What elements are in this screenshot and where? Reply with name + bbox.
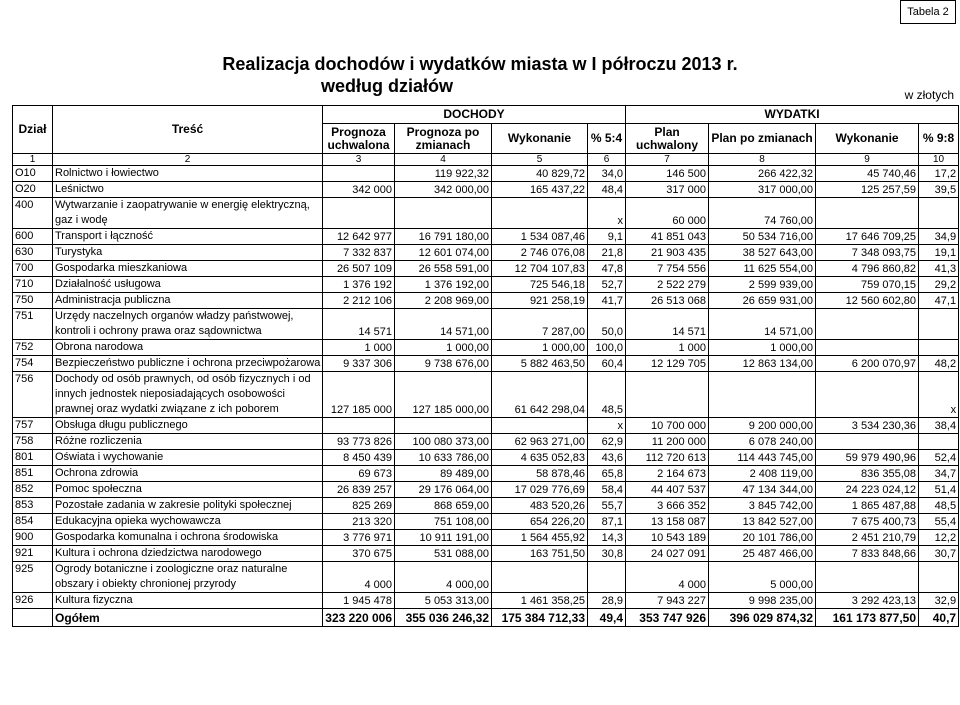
header-pct-dochody: % 5:4 [588,124,626,154]
value-cell: 342 000 [323,182,395,198]
value-cell: 89 489,00 [395,466,492,482]
value-cell: 59 979 490,96 [816,450,919,466]
total-cell: 40,7 [919,609,959,627]
dzial-cell: O10 [13,166,53,182]
tresc-cell: Kultura i ochrona dziedzictwa narodowego [53,546,323,562]
header-wykonanie-wydatki: Wykonanie [816,124,919,154]
total-cell: 353 747 926 [626,609,709,627]
value-cell: 28,9 [588,593,626,609]
value-cell: 7 943 227 [626,593,709,609]
dzial-cell: 851 [13,466,53,482]
page-subtitle: według działów [320,76,453,96]
table-row [13,166,959,182]
value-cell: 13 842 527,00 [709,514,816,530]
tresc-cell: Różne rozliczenia [53,434,323,450]
value-cell [492,418,588,434]
value-cell: 4 000 [626,562,709,593]
value-cell: 47,8 [588,261,626,277]
value-cell: 1 461 358,25 [492,593,588,609]
value-cell: 44 407 537 [626,482,709,498]
dzial-cell: 854 [13,514,53,530]
tresc-cell: Gospodarka komunalna i ochrona środowiska [53,530,323,546]
value-cell: 370 675 [323,546,395,562]
dzial-cell: 700 [13,261,53,277]
table-row [13,498,959,514]
dzial-cell: 600 [13,229,53,245]
tresc-cell: Urzędy naczelnych organów władzy państwowej, kontroli i ochrony prawa oraz sądownictwa [53,309,323,340]
value-cell: 55,7 [588,498,626,514]
table-row [13,546,959,562]
table-number-label: Tabela 2 [900,0,956,24]
col-number: 10 [919,154,959,166]
value-cell: 12 129 705 [626,356,709,372]
tresc-cell: Oświata i wychowanie [53,450,323,466]
value-cell: 213 320 [323,514,395,530]
value-cell: 12,2 [919,530,959,546]
value-cell: 60,4 [588,356,626,372]
header-pct-wydatki: % 9:8 [919,124,959,154]
value-cell: 20 101 786,00 [709,530,816,546]
table-row [13,309,959,340]
table-row [13,482,959,498]
value-cell: 10 911 191,00 [395,530,492,546]
value-cell: 825 269 [323,498,395,514]
table-row [13,450,959,466]
value-cell [588,562,626,593]
dzial-cell: 852 [13,482,53,498]
value-cell: 3 666 352 [626,498,709,514]
value-cell: 868 659,00 [395,498,492,514]
value-cell: 58,4 [588,482,626,498]
value-cell: 65,8 [588,466,626,482]
tresc-cell: Ogrody botaniczne i zoologiczne oraz naturalne obszary i obiekty chronionej przyrody [53,562,323,593]
value-cell: 26 839 257 [323,482,395,498]
col-number: 8 [709,154,816,166]
tresc-cell: Turystyka [53,245,323,261]
value-cell: 7 348 093,75 [816,245,919,261]
value-cell [816,372,919,418]
value-cell: 114 443 745,00 [709,450,816,466]
dzial-cell: 710 [13,277,53,293]
table-row [13,530,959,546]
value-cell: 3 292 423,13 [816,593,919,609]
value-cell: 266 422,32 [709,166,816,182]
total-cell: 161 173 877,50 [816,609,919,627]
table-row [13,229,959,245]
tresc-cell: Administracja publiczna [53,293,323,309]
value-cell: 14 571,00 [395,309,492,340]
value-cell: 8 450 439 [323,450,395,466]
tresc-cell: Obrona narodowa [53,340,323,356]
value-cell: 1 945 478 [323,593,395,609]
table-row [13,340,959,356]
value-cell: 48,2 [919,356,959,372]
total-row [13,609,959,627]
value-cell: 12 863 134,00 [709,356,816,372]
total-cell: 355 036 246,32 [395,609,492,627]
table-row [13,261,959,277]
header-wydatki: WYDATKI [626,106,959,124]
header-prognoza-po-zmianach: Prognoza po zmianach [395,124,492,154]
value-cell: 165 437,22 [492,182,588,198]
dzial-cell: 853 [13,498,53,514]
value-cell: 2 522 279 [626,277,709,293]
col-number: 5 [492,154,588,166]
col-number: 2 [53,154,323,166]
value-cell: 6 078 240,00 [709,434,816,450]
value-cell: 17 646 709,25 [816,229,919,245]
value-cell: 317 000,00 [709,182,816,198]
value-cell: 531 088,00 [395,546,492,562]
value-cell: 52,7 [588,277,626,293]
table-row [13,356,959,372]
dzial-cell: O20 [13,182,53,198]
col-number: 7 [626,154,709,166]
col-number: 1 [13,154,53,166]
value-cell: 19,1 [919,245,959,261]
header-plan-uchwalony: Plan uchwalony [626,124,709,154]
value-cell: 34,0 [588,166,626,182]
value-cell [626,372,709,418]
value-cell: 5 882 463,50 [492,356,588,372]
value-cell: 1 564 455,92 [492,530,588,546]
dzial-cell: 757 [13,418,53,434]
dzial-cell: 400 [13,198,53,229]
unit-label: w złotych [904,88,954,102]
value-cell: 9 200 000,00 [709,418,816,434]
value-cell [395,418,492,434]
value-cell: 127 185 000,00 [395,372,492,418]
total-cell: 396 029 874,32 [709,609,816,627]
value-cell [709,372,816,418]
col-number: 3 [323,154,395,166]
value-cell: 4 000 [323,562,395,593]
value-cell: 10 700 000 [626,418,709,434]
dzial-cell: 758 [13,434,53,450]
value-cell: 112 720 613 [626,450,709,466]
value-cell: 12 601 074,00 [395,245,492,261]
value-cell: 1 000,00 [709,340,816,356]
value-cell: 48,5 [919,498,959,514]
value-cell: 100,0 [588,340,626,356]
tresc-cell: Kultura fizyczna [53,593,323,609]
value-cell: 1 376 192,00 [395,277,492,293]
value-cell [816,309,919,340]
value-cell: 48,4 [588,182,626,198]
value-cell: 11 625 554,00 [709,261,816,277]
value-cell [323,166,395,182]
budget-table [12,105,959,627]
value-cell: 26 558 591,00 [395,261,492,277]
header-plan-po-zmianach: Plan po zmianach [709,124,816,154]
value-cell: 17 029 776,69 [492,482,588,498]
value-cell: 119 922,32 [395,166,492,182]
value-cell: 62,9 [588,434,626,450]
value-cell [919,434,959,450]
value-cell: 41,3 [919,261,959,277]
dzial-cell: 750 [13,293,53,309]
value-cell: 50 534 716,00 [709,229,816,245]
value-cell [816,562,919,593]
value-cell: 14 571 [323,309,395,340]
dzial-cell: 756 [13,372,53,418]
value-cell: 654 226,20 [492,514,588,530]
table-row [13,514,959,530]
value-cell: 163 751,50 [492,546,588,562]
table-row [13,277,959,293]
tresc-cell: Ochrona zdrowia [53,466,323,482]
value-cell: 45 740,46 [816,166,919,182]
value-cell: 759 070,15 [816,277,919,293]
value-cell: 93 773 826 [323,434,395,450]
dzial-cell: 801 [13,450,53,466]
dzial-cell: 630 [13,245,53,261]
value-cell: x [919,372,959,418]
dzial-cell: 926 [13,593,53,609]
value-cell [816,340,919,356]
tresc-cell: Obsługa długu publicznego [53,418,323,434]
value-cell: 38,4 [919,418,959,434]
value-cell: 2 164 673 [626,466,709,482]
value-cell: 7 287,00 [492,309,588,340]
value-cell: 14,3 [588,530,626,546]
table-row [13,372,959,418]
tresc-cell: Pozostałe zadania w zakresie polityki społecznej [53,498,323,514]
value-cell: 21 903 435 [626,245,709,261]
value-cell: 41 851 043 [626,229,709,245]
value-cell: 43,6 [588,450,626,466]
value-cell: 3 776 971 [323,530,395,546]
value-cell [323,418,395,434]
header-dochody: DOCHODY [323,106,626,124]
value-cell: 9 738 676,00 [395,356,492,372]
value-cell: 11 200 000 [626,434,709,450]
value-cell: 40 829,72 [492,166,588,182]
value-cell: 9 998 235,00 [709,593,816,609]
value-cell [492,198,588,229]
value-cell [492,562,588,593]
value-cell: 836 355,08 [816,466,919,482]
value-cell: 4 796 860,82 [816,261,919,277]
value-cell: 50,0 [588,309,626,340]
column-numbers-row [13,154,959,166]
value-cell: x [588,418,626,434]
value-cell: 62 963 271,00 [492,434,588,450]
table-row [13,418,959,434]
value-cell: 26 507 109 [323,261,395,277]
value-cell [919,309,959,340]
value-cell: 3 534 230,36 [816,418,919,434]
header-wykonanie: Wykonanie [492,124,588,154]
value-cell: 127 185 000 [323,372,395,418]
value-cell: 38 527 643,00 [709,245,816,261]
value-cell: 6 200 070,97 [816,356,919,372]
table-row [13,293,959,309]
header-prognoza-uchwalona: Prognoza uchwalona [323,124,395,154]
value-cell: 100 080 373,00 [395,434,492,450]
value-cell: 74 760,00 [709,198,816,229]
tresc-cell: Rolnictwo i łowiectwo [53,166,323,182]
value-cell: 24 223 024,12 [816,482,919,498]
table-row [13,198,959,229]
tresc-cell: Leśnictwo [53,182,323,198]
value-cell: 1 000 [626,340,709,356]
value-cell: 34,7 [919,466,959,482]
value-cell: 2 212 106 [323,293,395,309]
value-cell: 483 520,26 [492,498,588,514]
value-cell: 4 000,00 [395,562,492,593]
value-cell: 5 053 313,00 [395,593,492,609]
value-cell: 2 599 939,00 [709,277,816,293]
value-cell: 32,9 [919,593,959,609]
tresc-cell: Edukacyjna opieka wychowawcza [53,514,323,530]
tresc-cell: Pomoc społeczna [53,482,323,498]
value-cell: 7 675 400,73 [816,514,919,530]
value-cell: 24 027 091 [626,546,709,562]
value-cell: 2 746 076,08 [492,245,588,261]
value-cell: 39,5 [919,182,959,198]
dzial-cell: 754 [13,356,53,372]
value-cell: 47,1 [919,293,959,309]
page-title: Realizacja dochodów i wydatków miasta w I półroczu 2013 r. [222,54,738,74]
dzial-cell: 752 [13,340,53,356]
value-cell: 29,2 [919,277,959,293]
value-cell: 1 865 487,88 [816,498,919,514]
value-cell: 12 642 977 [323,229,395,245]
value-cell: 1 000,00 [395,340,492,356]
value-cell: 69 673 [323,466,395,482]
value-cell: 12 560 602,80 [816,293,919,309]
value-cell: 48,5 [588,372,626,418]
value-cell: 7 754 556 [626,261,709,277]
value-cell: 21,8 [588,245,626,261]
value-cell [395,198,492,229]
value-cell: 17,2 [919,166,959,182]
value-cell: 125 257,59 [816,182,919,198]
value-cell: 14 571 [626,309,709,340]
value-cell: 87,1 [588,514,626,530]
value-cell: 61 642 298,04 [492,372,588,418]
value-cell: 751 108,00 [395,514,492,530]
tresc-cell: Transport i łączność [53,229,323,245]
value-cell: 12 704 107,83 [492,261,588,277]
value-cell: 26 659 931,00 [709,293,816,309]
value-cell: 921 258,19 [492,293,588,309]
value-cell: 7 332 837 [323,245,395,261]
value-cell: 1 000,00 [492,340,588,356]
dzial-cell: 900 [13,530,53,546]
value-cell: 1 534 087,46 [492,229,588,245]
value-cell: 30,8 [588,546,626,562]
tresc-cell: Gospodarka mieszkaniowa [53,261,323,277]
value-cell: 41,7 [588,293,626,309]
total-cell: 323 220 006 [323,609,395,627]
value-cell: x [588,198,626,229]
value-cell: 1 000 [323,340,395,356]
tresc-cell: Wytwarzanie i zaopatrywanie w energię elektryczną, gaz i wodę [53,198,323,229]
value-cell: 14 571,00 [709,309,816,340]
table-row [13,434,959,450]
value-cell: 51,4 [919,482,959,498]
value-cell: 4 635 052,83 [492,450,588,466]
header-tresc: Treść [53,106,323,154]
value-cell: 13 158 087 [626,514,709,530]
value-cell: 47 134 344,00 [709,482,816,498]
value-cell: 2 408 119,00 [709,466,816,482]
value-cell: 317 000 [626,182,709,198]
total-label: Ogółem [53,609,323,627]
value-cell: 25 487 466,00 [709,546,816,562]
value-cell: 3 845 742,00 [709,498,816,514]
col-number: 4 [395,154,492,166]
value-cell: 342 000,00 [395,182,492,198]
table-row [13,182,959,198]
value-cell [323,198,395,229]
table-row [13,562,959,593]
table-row [13,593,959,609]
value-cell: 34,9 [919,229,959,245]
value-cell: 16 791 180,00 [395,229,492,245]
value-cell: 5 000,00 [709,562,816,593]
dzial-cell: 751 [13,309,53,340]
table-row [13,466,959,482]
value-cell [919,198,959,229]
value-cell: 52,4 [919,450,959,466]
value-cell: 29 176 064,00 [395,482,492,498]
value-cell [919,340,959,356]
value-cell: 30,7 [919,546,959,562]
value-cell: 26 513 068 [626,293,709,309]
value-cell: 10 543 189 [626,530,709,546]
value-cell [816,434,919,450]
value-cell: 55,4 [919,514,959,530]
value-cell: 9,1 [588,229,626,245]
header-dzial: Dział [13,106,53,154]
value-cell: 60 000 [626,198,709,229]
value-cell: 58 878,46 [492,466,588,482]
value-cell: 1 376 192 [323,277,395,293]
tresc-cell: Działalność usługowa [53,277,323,293]
tresc-cell: Bezpieczeństwo publiczne i ochrona przeciwpożarowa [53,356,323,372]
total-cell: 49,4 [588,609,626,627]
value-cell: 146 500 [626,166,709,182]
value-cell: 2 451 210,79 [816,530,919,546]
value-cell: 9 337 306 [323,356,395,372]
value-cell: 10 633 786,00 [395,450,492,466]
total-dzial-cell [13,609,53,627]
dzial-cell: 925 [13,562,53,593]
dzial-cell: 921 [13,546,53,562]
col-number: 6 [588,154,626,166]
value-cell: 725 546,18 [492,277,588,293]
value-cell [816,198,919,229]
value-cell: 2 208 969,00 [395,293,492,309]
tresc-cell: Dochody od osób prawnych, od osób fizycznych i od innych jednostek nieposiadających osobowości prawnej oraz wydatki związane z ich poborem [53,372,323,418]
total-cell: 175 384 712,33 [492,609,588,627]
table-row [13,245,959,261]
value-cell [919,562,959,593]
value-cell: 7 833 848,66 [816,546,919,562]
col-number: 9 [816,154,919,166]
